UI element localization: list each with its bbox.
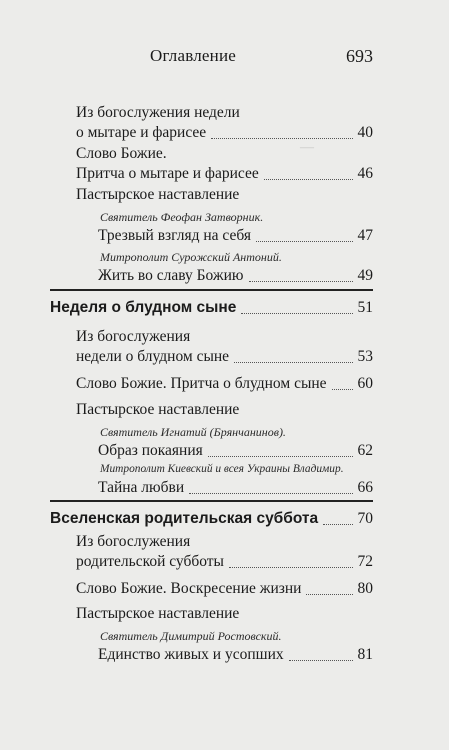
toc-entry-label: Жить во славу Божию bbox=[98, 266, 247, 285]
section-title-page: 51 bbox=[355, 298, 374, 317]
toc-entry-page: 60 bbox=[355, 374, 374, 393]
toc-entry-page: 40 bbox=[355, 123, 374, 142]
toc-entry-label: Тайна любви bbox=[98, 478, 187, 497]
toc-entry-page: 47 bbox=[355, 226, 374, 245]
dot-leader bbox=[208, 437, 353, 457]
toc-entry-page: 49 bbox=[355, 266, 374, 285]
dot-leader bbox=[332, 370, 353, 390]
toc-entry-label: Трезвый взгляд на себя bbox=[98, 226, 254, 245]
dot-leader bbox=[323, 505, 352, 525]
toc-entry-line: Из богослужения bbox=[76, 533, 191, 550]
toc-entry-line: Из богослужения недели bbox=[76, 104, 240, 121]
toc-entry-page: 72 bbox=[355, 552, 374, 571]
toc-entry-label: родительской субботы bbox=[76, 552, 227, 571]
section-title-label: Вселенская родительская суббота bbox=[50, 509, 321, 528]
page-number: 693 bbox=[346, 46, 373, 66]
dot-leader bbox=[189, 474, 352, 494]
toc-entry-page: 46 bbox=[355, 164, 374, 183]
toc-author: Святитель Феофан Затворник. bbox=[100, 210, 264, 224]
toc-entry-label: Слово Божие. Воскресение жизни bbox=[76, 579, 304, 598]
dot-leader bbox=[264, 160, 353, 180]
toc-entry-label: Притча о мытаре и фарисее bbox=[76, 164, 262, 183]
toc-entry-label: Слово Божие. Притча о блудном сыне bbox=[76, 374, 330, 393]
toc-entry-line: Слово Божие. bbox=[76, 145, 167, 162]
toc-entry-page: 53 bbox=[355, 347, 374, 366]
toc-entry-label: о мытаре и фарисее bbox=[76, 123, 209, 142]
section-title-label: Неделя о блудном сыне bbox=[50, 298, 239, 317]
dot-leader bbox=[256, 222, 353, 242]
page-title: Оглавление bbox=[150, 46, 236, 65]
section-rule bbox=[50, 500, 373, 502]
toc-author: Митрополит Сурожский Антоний. bbox=[100, 250, 282, 264]
dot-leader bbox=[289, 641, 353, 661]
toc-author: Митрополит Киевский и всея Украины Владимир. bbox=[100, 463, 344, 475]
dot-leader bbox=[306, 575, 352, 595]
dot-leader bbox=[249, 262, 353, 282]
section-rule bbox=[50, 289, 373, 291]
toc-subheading: Пастырское наставление bbox=[76, 186, 240, 203]
dot-leader bbox=[211, 119, 352, 139]
toc-subheading: Пастырское наставление bbox=[76, 401, 240, 418]
toc-entry-page: 62 bbox=[355, 441, 374, 460]
toc-subheading: Пастырское наставление bbox=[76, 605, 240, 622]
dot-leader bbox=[229, 548, 353, 568]
bleed-through-text: — bbox=[300, 140, 314, 155]
dot-leader bbox=[241, 294, 352, 314]
toc-entry-page: 66 bbox=[355, 478, 374, 497]
toc-entry-page: 80 bbox=[355, 579, 374, 598]
toc-entry-label: Единство живых и усопших bbox=[98, 645, 287, 664]
section-title-page: 70 bbox=[355, 509, 374, 528]
toc-entry-label: недели о блудном сыне bbox=[76, 347, 232, 366]
toc-entry-line: Из богослужения bbox=[76, 328, 191, 345]
toc-entry-page: 81 bbox=[355, 645, 374, 664]
toc-author: Святитель Игнатий (Брянчанинов). bbox=[100, 425, 286, 439]
toc-entry-label: Образ покаяния bbox=[98, 441, 206, 460]
toc-author: Святитель Димитрий Ростовский. bbox=[100, 629, 282, 643]
dot-leader bbox=[234, 343, 352, 363]
